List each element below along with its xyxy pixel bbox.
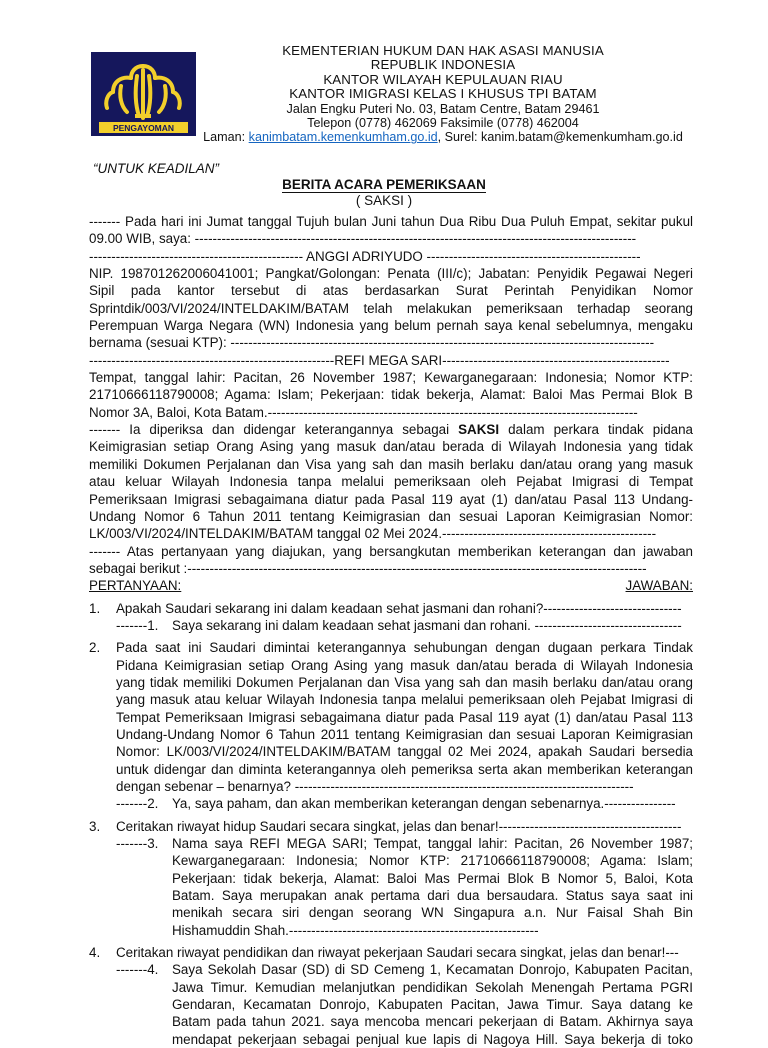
qa-header: [89, 577, 693, 594]
letterhead-line-regional-office: KANTOR WILAYAH KEPULAUAN RIAU: [323, 71, 563, 87]
body-text: dalam perkara tindak pidana: [499, 422, 693, 438]
document-title: [0, 177, 768, 192]
body-line: atau keluar Wilayah Indonesia tanpa melalui pemeriksaan oleh Pejabat Imigrasi di Tempat: [89, 474, 693, 490]
question-text: Ceritakan riwayat pendidikan dan riwayat pekerjaan Saudari secara singkat, jelas dan benar!---: [116, 945, 679, 961]
question-line: dengan sebenar – benarnya? ----------------------------------------------------------------------------: [116, 779, 634, 794]
body-line: NIP. 198701262006041001; Pangkat/Golongan: Penata (III/c); Jabatan: Penyidik Pegawai Negeri: [89, 266, 693, 282]
witness-name-line: -------------------------------------------------------REFI MEGA SARI---------------------------------------------------: [89, 352, 670, 368]
answer-header: JAWABAN:: [625, 578, 693, 594]
body-line: Tempat, tanggal lahir: Pacitan, 26 November 1987; Kewarganegaraan: Indonesia; Nomor KTP:: [89, 370, 693, 386]
letterhead-line-ministry: KEMENTERIAN HUKUM DAN HAK ASASI MANUSIA: [282, 43, 604, 58]
body-line: Sprintdik/003/VI/2024/INTELDAKIM/BATAM telah melakukan pemeriksaan terhadap seorang: [89, 300, 693, 316]
body-line: Sipil pada kantor tersebut di atas berdasarkan Surat Perintah Penyidikan Nomor: [89, 283, 693, 299]
answer-number: -------2.: [116, 796, 159, 812]
body-line: ------- Pada hari ini Jumat tanggal Tujuh bulan Juni tahun Dua Ribu Dua Puluh Empat, sekitar pukul: [89, 214, 693, 229]
body-line: 21710666118790008; Agama: Islam; Pekerjaan: tidak bekerja, Alamat: Baloi Mas Permai Blok B: [89, 387, 693, 403]
question-text: Ceritakan riwayat hidup Saudari secara singkat, jelas dan benar!-----------------------------------------: [116, 818, 682, 834]
body-line: Keimigrasian setiap Orang Asing yang masuk dan/atau berada di Wilayah Indonesia yang tidak: [89, 439, 693, 455]
answer-text: Ya, saya paham, dan akan memberikan keterangan dengan sebenarnya.----------------: [172, 796, 676, 812]
body-text: ------- Ia diperiksa dan didengar keterangannya sebagai: [89, 422, 459, 438]
letterhead-contact: [196, 130, 690, 144]
question-number: 3.: [89, 818, 101, 834]
answer-number: -------3.: [116, 836, 159, 852]
answer-line: Jawa Timur. Kemudian melanjutkan pendidikan Sekolah Menengah Pertama PGRI: [172, 979, 693, 995]
question-line: untuk didengar dan diminta keterangannya oleh pemeriksa serta akan memberikan keterangan: [116, 761, 693, 777]
answer-item: [89, 617, 693, 634]
question-header: PERTANYAAN:: [89, 578, 182, 594]
question-line: yang masuk atau keluar Wilayah Indonesia tanpa melalui pemeriksaan oleh Pejabat Imigrasi di: [116, 692, 693, 708]
beringin-tree-icon: [91, 52, 196, 136]
body-line: Undang Nomor 6 Tahun 2011 tentang Keimigrasian dan sesuai Laporan Keimigrasian Nomor:: [89, 508, 693, 524]
question-line: Nomor: LK/003/VI/2024/INTELDAKIM/BATAM tanggal 02 Mei 2024, apakah Saudari bersedia: [116, 744, 693, 760]
answer-line: Kewarganegaraan: Indonesia; Nomor KTP: 21710666118790008; Agama: Islam;: [172, 853, 693, 869]
document-body: [89, 213, 693, 1048]
body-line: LK/003/VI/2024/INTELDAKIM/BATAM tanggal 02 Mei 2024.------------------------------------------------: [89, 526, 657, 542]
body-line: 09.00 WIB, saya: ---------------------------------------------------------------------------------------------------: [89, 231, 637, 247]
answer-item: [89, 795, 693, 812]
letterhead-line-immigration-office: KANTOR IMIGRASI KELAS I KHUSUS TPI BATAM: [289, 86, 597, 102]
motto: “UNTUK KEADILAN”: [93, 161, 220, 176]
answer-item: [89, 961, 693, 978]
letterhead-line-country: REPUBLIK INDONESIA: [370, 57, 516, 73]
body-line: ------- Atas pertanyaan yang diajukan, yang bersangkutan memberikan keterangan dan jawaban: [89, 543, 693, 559]
answer-text: Nama saya REFI MEGA SARI; Tempat, tanggal lahir: Pacitan, 26 November 1987;: [172, 836, 693, 852]
letterhead-address: Jalan Engku Puteri No. 03, Batam Centre, Batam 29461: [286, 101, 600, 116]
answer-number: -------4.: [116, 962, 159, 978]
question-item: [89, 639, 693, 656]
body-line: memiliki Dokumen Perjalanan dan Visa yang sah dan masih berlaku dan/atau orang yang masuk: [89, 456, 693, 472]
answer-line: menikah secara siri dengan seorang WN Singapura a.n. Nur Faisal Shah Bin: [172, 905, 693, 921]
body-line: Nomor 3A, Baloi, Kota Batam.-----------------------------------------------------------------------------------: [89, 404, 638, 420]
question-text: Apakah Saudari sekarang ini dalam keadaan sehat jasmani dan rohani?-------------------------------: [116, 600, 682, 616]
body-line: Pemeriksaan Imigrasi sebagaimana diatur pada Pasal 119 ayat (1) dan/atau Pasal 113 Undang-: [89, 491, 693, 507]
question-line: Undang-Undang Nomor 6 Tahun 2011 tentang Keimigrasian dan sesuai Laporan Keimigrasian: [116, 726, 693, 742]
question-line: yang tidak memiliki Dokumen Perjalanan dan Visa yang sah dan masih berlaku dan/atau orang: [116, 674, 693, 690]
document-title-text: BERITA ACARA PEMERIKSAAN: [282, 177, 486, 192]
question-number: 4.: [89, 945, 101, 961]
opening-section: [89, 213, 693, 421]
body-line: [89, 421, 693, 438]
answer-line: Pekerjaan: tidak bekerja, Alamat: Baloi Mas Permai Blok B Nomor 5, Baloi, Kota: [172, 870, 693, 886]
laman-label: Laman:: [203, 130, 249, 145]
question-item: [89, 944, 693, 961]
answer-line: Gendaran, Kecamatan Donrojo, Kabupaten Pacitan, Jawa Timur. Saya datang ke: [172, 997, 693, 1013]
answer-line: Batam. Saya merupakan anak pertama dari dua bersaudara. Status saya saat ini: [172, 888, 693, 904]
answer-item: [89, 835, 693, 852]
saksi-bold: SAKSI: [458, 422, 500, 438]
body-line: sebagai berikut :-------------------------------------------------------------------------------------------------------: [89, 560, 647, 576]
question-text: Pada saat ini Saudari dimintai keterangannya sehubungan dengan dugaan perkara Tindak: [116, 640, 693, 656]
answer-text: Saya sekarang ini dalam keadaan sehat jasmani dan rohani. ---------------------------------: [172, 617, 682, 633]
question-item: [89, 818, 693, 835]
document-subtitle: ( SAKSI ): [355, 193, 413, 208]
email-text: , Surel: kanim.batam@kemenkumham.go.id: [437, 130, 683, 145]
witness-paragraph: [89, 421, 693, 577]
pengayoman-logo: [91, 52, 196, 136]
website-link[interactable]: kanimbatam.kemenkumham.go.id: [248, 130, 438, 145]
examiner-name-line: ------------------------------------------------ ANGGI ADRIYUDO ------------------------------------------------: [89, 248, 641, 264]
letterhead: [196, 44, 690, 145]
answer-text: Saya Sekolah Dasar (SD) di SD Cemeng 1, Kecamatan Donrojo, Kabupaten Pacitan,: [172, 962, 693, 978]
question-line: Pidana Keimigrasian setiap Orang Asing yang masuk dan/atau berada di Wilayah Indonesia: [116, 657, 693, 673]
answer-line: Hishamuddin Shah.--------------------------------------------------------: [172, 922, 539, 938]
question-number: 1.: [89, 600, 101, 616]
answer-line: mendapat pekerjaan sebagai penjual kue lapis di Nagoya Hill. Saya bekerja di toko: [172, 1031, 693, 1047]
letterhead-phone: Telepon (0778) 462069 Faksimile (0778) 462004: [307, 116, 579, 131]
question-item: [89, 600, 693, 617]
answer-number: -------1.: [116, 617, 159, 633]
body-line: bernama (sesuai KTP): -----------------------------------------------------------------------------------------------: [89, 335, 655, 351]
body-line: Perempuan Warga Negara (WN) Indonesia yang belum pernah saya kenal sebelumnya, mengaku: [89, 318, 693, 334]
question-number: 2.: [89, 640, 101, 656]
svg-text:PENGAYOMAN: PENGAYOMAN: [112, 123, 175, 133]
question-line: Tempat Pemeriksaan Imigrasi sebagaimana diatur pada Pasal 119 ayat (1) dan/atau Pasal 113: [116, 709, 693, 725]
answer-line: Batam pada tahun 2021. saya mencoba mencari pekerjaan di Batam. Akhirnya saya: [172, 1014, 693, 1030]
